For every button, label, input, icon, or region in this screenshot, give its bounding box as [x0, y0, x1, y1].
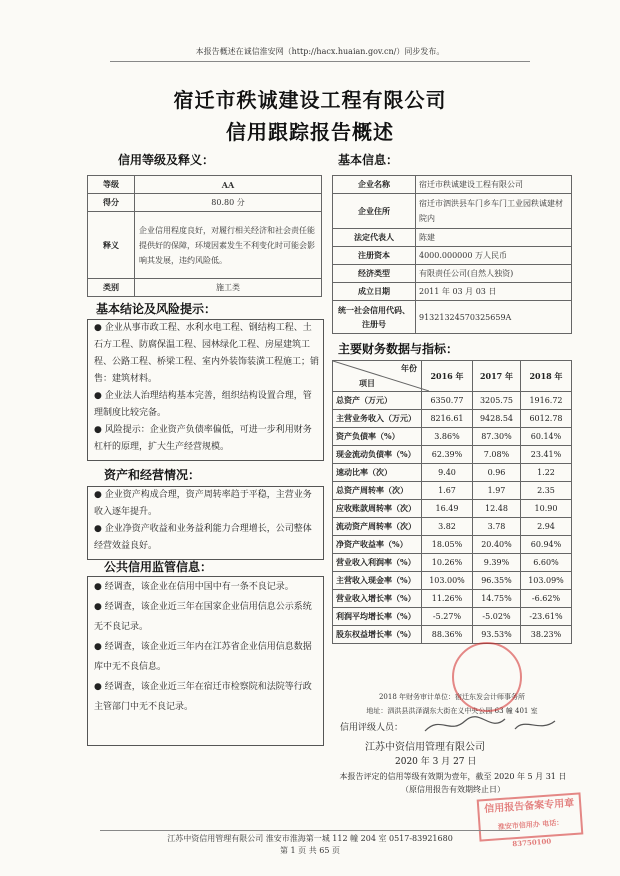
metric-label: 利润平均增长率（%）	[333, 608, 422, 626]
metric-value: -6.62%	[520, 590, 571, 608]
metric-label: 营业收入利润率（%）	[333, 554, 422, 572]
info-label: 注册资本	[333, 247, 416, 265]
year-header: 2017 年	[472, 361, 520, 392]
metric-value: 11.26%	[422, 590, 473, 608]
metric-label: 营业收入增长率（%）	[333, 590, 422, 608]
metric-value: 1.22	[520, 464, 571, 482]
signature-date: 2020 年 3 月 27 日	[395, 757, 477, 767]
metric-value: 1.97	[472, 482, 520, 500]
year-label: 年份	[401, 363, 417, 373]
metric-value: 60.94%	[520, 536, 571, 554]
assets-box	[87, 486, 324, 560]
address-note: 地址：泗洪县洪泽湖东大街在义中央公园 63 幢 401 室	[366, 707, 538, 715]
rating-section-title: 信用等级及释义：	[118, 153, 215, 167]
metric-value: 62.39%	[422, 446, 473, 464]
info-label: 法定代表人	[333, 229, 416, 247]
metric-label: 流动资产周转率（次）	[333, 518, 422, 536]
metric-value: 38.23%	[520, 626, 571, 644]
info-label: 成立日期	[333, 283, 416, 301]
info-value: 2011 年 03 月 03 日	[416, 283, 572, 301]
metric-label: 速动比率（次）	[333, 464, 422, 482]
table-row	[333, 464, 572, 482]
metric-value: 96.35%	[472, 572, 520, 590]
list-item: ● 企业从事市政工程、水利水电工程、钢结构工程、土石方工程、防腐保温工程、园林绿化工程、房屋建筑工程、公路工程、桥梁工程、室内外装饰装潢工程施工；销售：建筑材料。	[94, 323, 320, 384]
bullet-icon: ●	[94, 682, 105, 692]
metric-value: 10.26%	[422, 554, 473, 572]
metric-value: 23.41%	[520, 446, 571, 464]
metric-value: 18.05%	[422, 536, 473, 554]
table-row	[333, 428, 572, 446]
table-row	[333, 482, 572, 500]
table-row	[333, 608, 572, 626]
header-corner	[333, 361, 422, 392]
metric-value: 2.94	[520, 518, 571, 536]
info-label: 经济类型	[333, 265, 416, 283]
info-value: 宿迁市泗洪县车门乡车门工业园秩诚建材院内	[416, 194, 572, 229]
financial-table	[332, 360, 572, 644]
bullet-icon: ●	[94, 524, 105, 534]
metric-value: 93.53%	[472, 626, 520, 644]
metric-value: -5.27%	[422, 608, 473, 626]
validity-note: 本报告评定的信用等级有效期为壹年，截至 2020 年 5 月 31 日（原信用报告有效期终止日）	[339, 772, 567, 794]
info-label: 企业住所	[333, 194, 416, 229]
metric-value: 6350.77	[422, 392, 473, 410]
page-number: 第 1 页 共 65 页	[280, 846, 340, 855]
table-row	[333, 446, 572, 464]
list-item: ● 风险提示：企业资产负债率偏低，可进一步利用财务杠杆的原理，扩大生产经营规模。	[94, 425, 312, 452]
basic-info-section-title: 基本信息：	[338, 153, 399, 167]
item-label: 项目	[359, 378, 375, 388]
bullet-icon: ●	[94, 391, 105, 401]
bullet-icon: ●	[94, 490, 105, 500]
bullet-icon: ●	[94, 642, 105, 652]
metric-value: 6.60%	[520, 554, 571, 572]
metric-value: 20.40%	[472, 536, 520, 554]
rating-table	[87, 175, 322, 297]
metric-value: 14.75%	[472, 590, 520, 608]
metric-value: 103.09%	[520, 572, 571, 590]
financial-section-title: 主要财务数据与指标：	[338, 342, 459, 356]
info-label: 统一社会信用代码、注册号	[333, 301, 416, 334]
info-label: 企业名称	[333, 176, 416, 194]
metric-label: 股东权益增长率（%）	[333, 626, 422, 644]
metric-value: 60.14%	[520, 428, 571, 446]
metric-value: 16.49	[422, 500, 473, 518]
bullet-icon: ●	[94, 582, 105, 592]
grade-label: 等级	[88, 176, 135, 194]
supervision-section-title: 公共信用监管信息：	[104, 560, 213, 574]
metric-value: -23.61%	[520, 608, 571, 626]
year-header: 2016 年	[422, 361, 473, 392]
footer-line1: 江苏中资信用管理有限公司 淮安市淮海第一城 112 幢 204 室 0517-83921680	[100, 830, 520, 844]
category-label: 类别	[88, 279, 135, 297]
info-value: 陈建	[416, 229, 572, 247]
table-row	[333, 536, 572, 554]
metric-label: 净资产收益率（%）	[333, 536, 422, 554]
table-row	[333, 392, 572, 410]
metric-value: 1916.72	[520, 392, 571, 410]
filing-stamp: 信用报告备案专用章 淮安市信用办 电话：83750100	[477, 792, 584, 841]
metric-label: 主营业务收入（万元）	[333, 410, 422, 428]
list-item: ● 经调查，该企业近三年在国家企业信用信息公示系统无不良记录。	[94, 602, 312, 632]
table-row	[333, 554, 572, 572]
metric-value: 88.36%	[422, 626, 473, 644]
supervision-box	[87, 576, 324, 746]
bullet-icon: ●	[94, 425, 105, 435]
metric-label: 总资产周转率（次）	[333, 482, 422, 500]
metric-value: 3205.75	[472, 392, 520, 410]
table-row	[333, 572, 572, 590]
list-item: ● 经调查，该企业近三年内在江苏省企业信用信息数据库中无不良信息。	[94, 642, 312, 672]
meaning-label: 释义	[88, 212, 135, 279]
metric-value: 12.48	[472, 500, 520, 518]
metric-label: 总资产（万元）	[333, 392, 422, 410]
list-item: ● 企业净资产收益和业务益利能力合理增长，公司整体经营效益良好。	[94, 524, 312, 551]
metric-value: 9.40	[422, 464, 473, 482]
header-note: 本报告概述在诚信淮安网（http://hacx.huaian.gov.cn/）同步发布。	[110, 46, 530, 62]
list-item: ● 经调查，该企业在信用中国中有一条不良记录。	[94, 582, 294, 592]
metric-value: 9428.54	[472, 410, 520, 428]
table-row	[333, 590, 572, 608]
audit-note: 2018 年财务审计单位：宿迁东发会计师事务所	[378, 693, 526, 701]
bullet-icon: ●	[94, 323, 105, 333]
company-seal	[452, 642, 522, 712]
metric-value: -5.02%	[472, 608, 520, 626]
basic-info-table	[332, 175, 572, 334]
assets-section-title: 资产和经营情况：	[104, 468, 201, 482]
report-title: 信用跟踪报告概述	[226, 120, 394, 144]
grade-value: AA	[135, 176, 322, 194]
metric-value: 1.67	[422, 482, 473, 500]
signature-scribble	[420, 713, 560, 737]
info-value: 宿迁市秩诚建设工程有限公司	[416, 176, 572, 194]
year-header: 2018 年	[520, 361, 571, 392]
info-value: 4000.000000 万人民币	[416, 247, 572, 265]
conclusions-section-title: 基本结论及风险提示：	[96, 302, 217, 316]
info-value: 有限责任公司(自然人独资)	[416, 265, 572, 283]
score-label: 得分	[88, 194, 135, 212]
list-item: ● 企业法人治理结构基本完善，组织结构设置合理，管理制度比较完备。	[94, 391, 312, 418]
metric-label: 现金流动负债率（%）	[333, 446, 422, 464]
metric-value: 3.78	[472, 518, 520, 536]
metric-value: 87.30%	[472, 428, 520, 446]
metric-value: 0.96	[472, 464, 520, 482]
category-value: 施工类	[135, 279, 322, 297]
list-item: ● 经调查，该企业近三年在宿迁市检察院和法院等行政主管部门中无不良记录。	[94, 682, 312, 712]
metric-value: 8216.61	[422, 410, 473, 428]
signature-company: 江苏中资信用管理有限公司	[365, 742, 485, 753]
metric-label: 资产负债率（%）	[333, 428, 422, 446]
metric-label: 应收账款周转率（次）	[333, 500, 422, 518]
meaning-value: 企业信用程度良好，对履行相关经济和社会责任能提供好的保障，环境因素发生不利变化时可能会影响其发展，违约风险低。	[135, 212, 322, 279]
list-item: ● 企业资产构成合理，资产周转率趋于平稳，主营业务收入逐年提升。	[94, 490, 312, 517]
metric-value: 7.08%	[472, 446, 520, 464]
company-title: 宿迁市秩诚建设工程有限公司	[173, 88, 447, 112]
metric-value: 10.90	[520, 500, 571, 518]
score-value: 80.80 分	[135, 194, 322, 212]
metric-value: 3.82	[422, 518, 473, 536]
rater-label: 信用评级人员：	[340, 723, 404, 733]
table-row	[333, 500, 572, 518]
metric-value: 9.39%	[472, 554, 520, 572]
metric-value: 3.86%	[422, 428, 473, 446]
table-row	[333, 410, 572, 428]
table-row	[333, 518, 572, 536]
conclusions-box	[87, 319, 324, 461]
bullet-icon: ●	[94, 602, 105, 612]
table-row	[333, 626, 572, 644]
info-value: 91321324570325659A	[416, 301, 572, 334]
metric-label: 主营收入现金率（%）	[333, 572, 422, 590]
metric-value: 103.00%	[422, 572, 473, 590]
metric-value: 2.35	[520, 482, 571, 500]
metric-value: 6012.78	[520, 410, 571, 428]
